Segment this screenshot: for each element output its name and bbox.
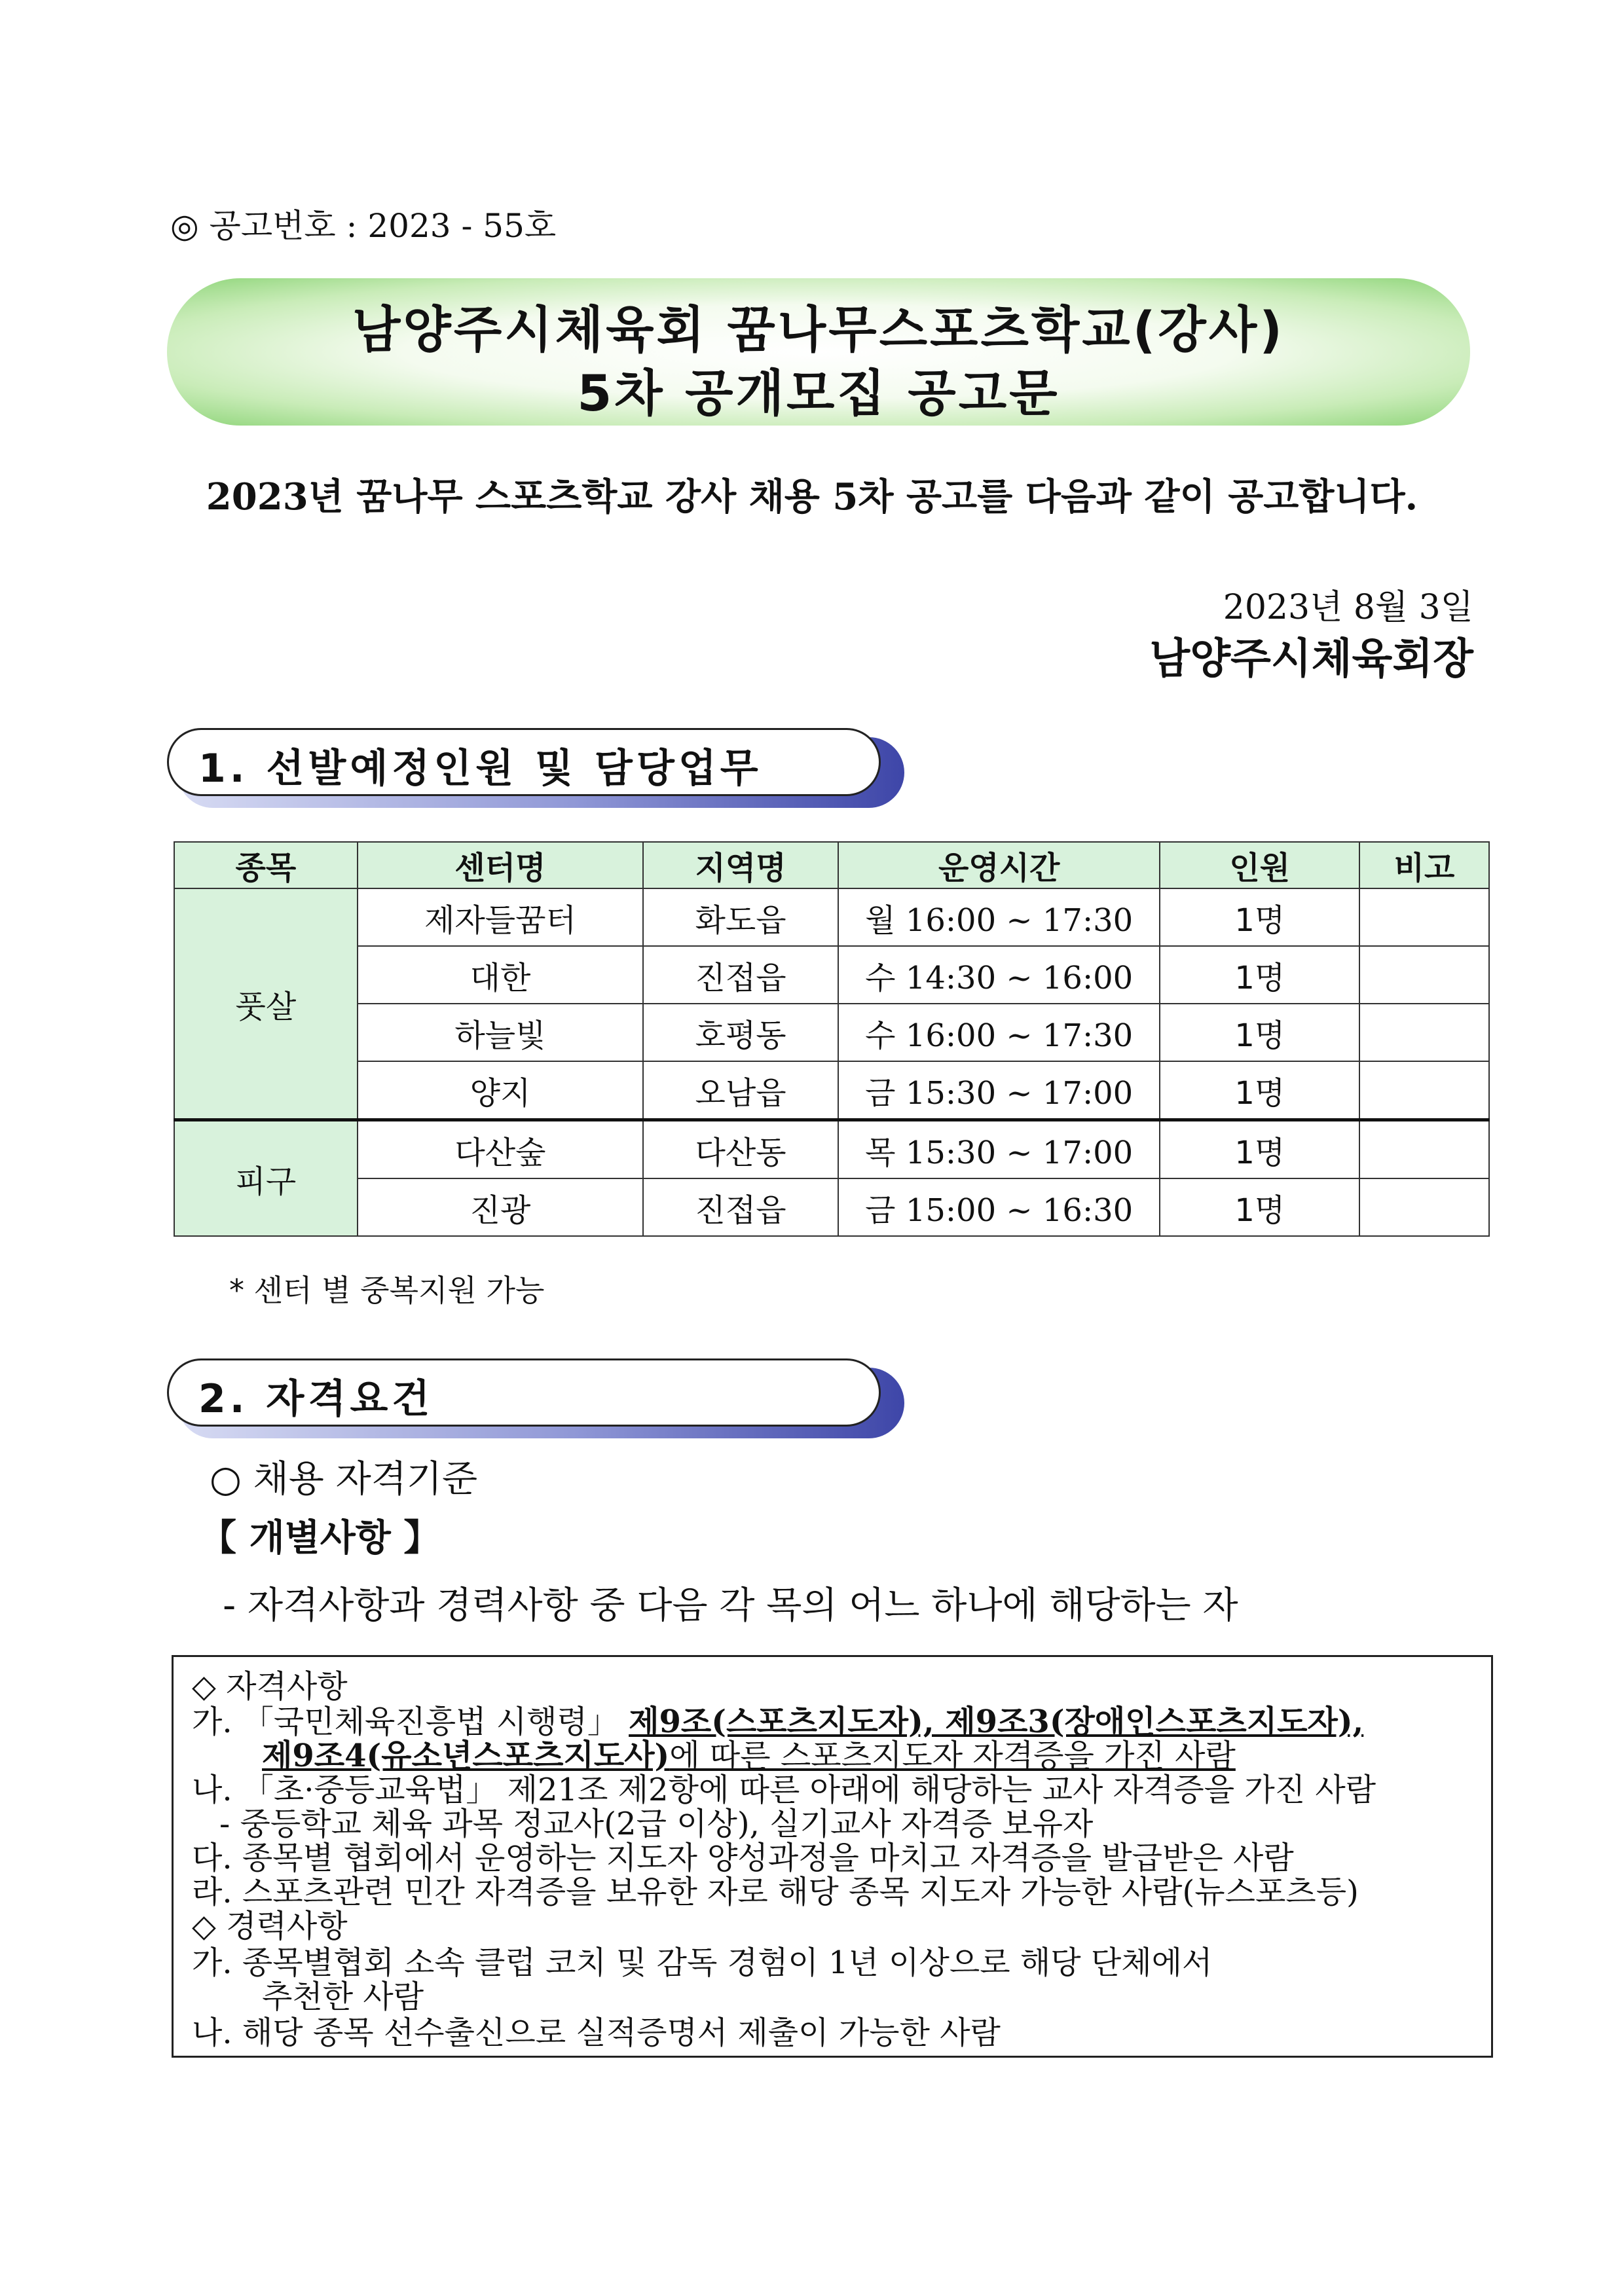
cell-count: 1명 <box>1160 1004 1359 1061</box>
header-note: 비고 <box>1359 842 1489 888</box>
title-banner <box>167 278 1470 426</box>
qualification-item-na-sub: - 중등학교 체육 과목 정교사(2급 이상), 실기교사 자격증 보유자 <box>219 1806 1094 1842</box>
category-futsal: 풋살 <box>174 888 358 1120</box>
cell-region: 다산동 <box>643 1120 838 1179</box>
cell-count: 1명 <box>1160 1061 1359 1120</box>
qualification-ga2-article: 제9조4(유소년스포츠지도사) <box>262 1738 670 1774</box>
cell-region: 오남읍 <box>643 1061 838 1120</box>
header-time: 운영시간 <box>838 842 1160 888</box>
cell-center: 다산숲 <box>358 1120 644 1179</box>
header-region: 지역명 <box>643 842 838 888</box>
title-line-1: 남양주시체육회 꿈나무스포츠학교(강사) <box>352 301 1285 359</box>
table-row <box>174 1004 1489 1061</box>
cell-note <box>1359 1120 1489 1179</box>
table-row <box>174 1120 1489 1179</box>
eligibility-rule: - 자격사항과 경력사항 중 다음 각 목의 어느 하나에 해당하는 자 <box>223 1584 1238 1627</box>
table-header-row <box>174 842 1489 888</box>
qualification-ga-prefix: 가. 「국민체육진흥법 시행령」 <box>192 1704 619 1740</box>
career-heading: ◇ 경력사항 <box>192 1908 348 1944</box>
individual-label: 【 개별사항 】 <box>200 1517 441 1559</box>
cell-center: 제자들꿈터 <box>358 888 644 946</box>
table-row <box>174 1061 1489 1120</box>
section2-heading-text: 2. 자격요건 <box>198 1376 434 1422</box>
qualification-ga2-rest: 에 따른 스포츠지도자 자격증을 가진 사람 <box>669 1738 1236 1774</box>
cell-count: 1명 <box>1160 1120 1359 1179</box>
qualification-ga-articles: 제9조(스포츠지도자), 제9조3(장애인스포츠지도자), <box>629 1704 1364 1740</box>
section2-heading <box>167 1358 894 1434</box>
cell-note <box>1359 888 1489 946</box>
cell-count: 1명 <box>1160 888 1359 946</box>
header-sport: 종목 <box>174 842 358 888</box>
cell-count: 1명 <box>1160 946 1359 1004</box>
cell-center: 진광 <box>358 1178 644 1236</box>
qualification-item-ra: 라. 스포츠관련 민간 자격증을 보유한 자로 해당 종목 지도자 가능한 사람(뉴스포츠등) <box>192 1874 1359 1910</box>
cell-note <box>1359 946 1489 1004</box>
issuer-name: 남양주시체육회장 <box>1149 634 1473 683</box>
notice-number: ◎ 공고번호 : 2023 - 55호 <box>170 207 557 245</box>
cell-note <box>1359 1061 1489 1120</box>
career-item-ga-continued: 추천한 사람 <box>262 1978 424 2015</box>
cell-time: 금 15:30 ~ 17:00 <box>838 1061 1160 1120</box>
cell-region: 화도읍 <box>643 888 838 946</box>
cell-time: 수 16:00 ~ 17:30 <box>838 1004 1160 1061</box>
table-row <box>174 888 1489 946</box>
header-count: 인원 <box>1160 842 1359 888</box>
cell-time: 목 15:30 ~ 17:00 <box>838 1120 1160 1179</box>
intro-text: 2023년 꿈나무 스포츠학교 강사 채용 5차 공고를 다음과 같이 공고합니다. <box>206 475 1418 519</box>
announcement-date: 2023년 8월 3일 <box>1223 588 1473 627</box>
cell-count: 1명 <box>1160 1178 1359 1236</box>
recruitment-table <box>174 841 1490 1237</box>
cell-center: 대한 <box>358 946 644 1004</box>
career-item-ga: 가. 종목별협회 소속 클럽 코치 및 감독 경험이 1년 이상으로 해당 단체에서 <box>192 1944 1213 1981</box>
table-row <box>174 946 1489 1004</box>
qualification-item-na: 나. 「초·중등교육법」 제21조 제2항에 따른 아래에 해당하는 교사 자격증을 가진 사람 <box>192 1772 1376 1808</box>
qualification-box <box>172 1655 1493 2058</box>
career-item-na: 나. 해당 종목 선수출신으로 실적증명서 제출이 가능한 사람 <box>192 2014 1001 2051</box>
cell-note <box>1359 1004 1489 1061</box>
duplicate-application-note: * 센터 별 중복지원 가능 <box>229 1273 545 1308</box>
cell-time: 금 15:00 ~ 16:30 <box>838 1178 1160 1236</box>
header-center: 센터명 <box>358 842 644 888</box>
cell-note <box>1359 1178 1489 1236</box>
section1-heading-text: 1. 선발예정인원 및 담당업무 <box>198 746 762 792</box>
cell-center: 양지 <box>358 1061 644 1120</box>
section1-heading <box>167 728 894 803</box>
qualification-heading: ◇ 자격사항 <box>192 1668 348 1705</box>
table-row <box>174 1178 1489 1236</box>
cell-center: 하늘빛 <box>358 1004 644 1061</box>
cell-time: 월 16:00 ~ 17:30 <box>838 888 1160 946</box>
criteria-label: ○ 채용 자격기준 <box>210 1458 478 1501</box>
cell-region: 호평동 <box>643 1004 838 1061</box>
title-line-2: 5차 공개모집 공고문 <box>577 364 1060 422</box>
cell-time: 수 14:30 ~ 16:00 <box>838 946 1160 1004</box>
cell-region: 진접읍 <box>643 1178 838 1236</box>
category-dodgeball: 피구 <box>174 1120 358 1237</box>
cell-region: 진접읍 <box>643 946 838 1004</box>
qualification-item-da: 다. 종목별 협회에서 운영하는 지도자 양성과정을 마치고 자격증을 발급받은 사람 <box>192 1840 1294 1876</box>
